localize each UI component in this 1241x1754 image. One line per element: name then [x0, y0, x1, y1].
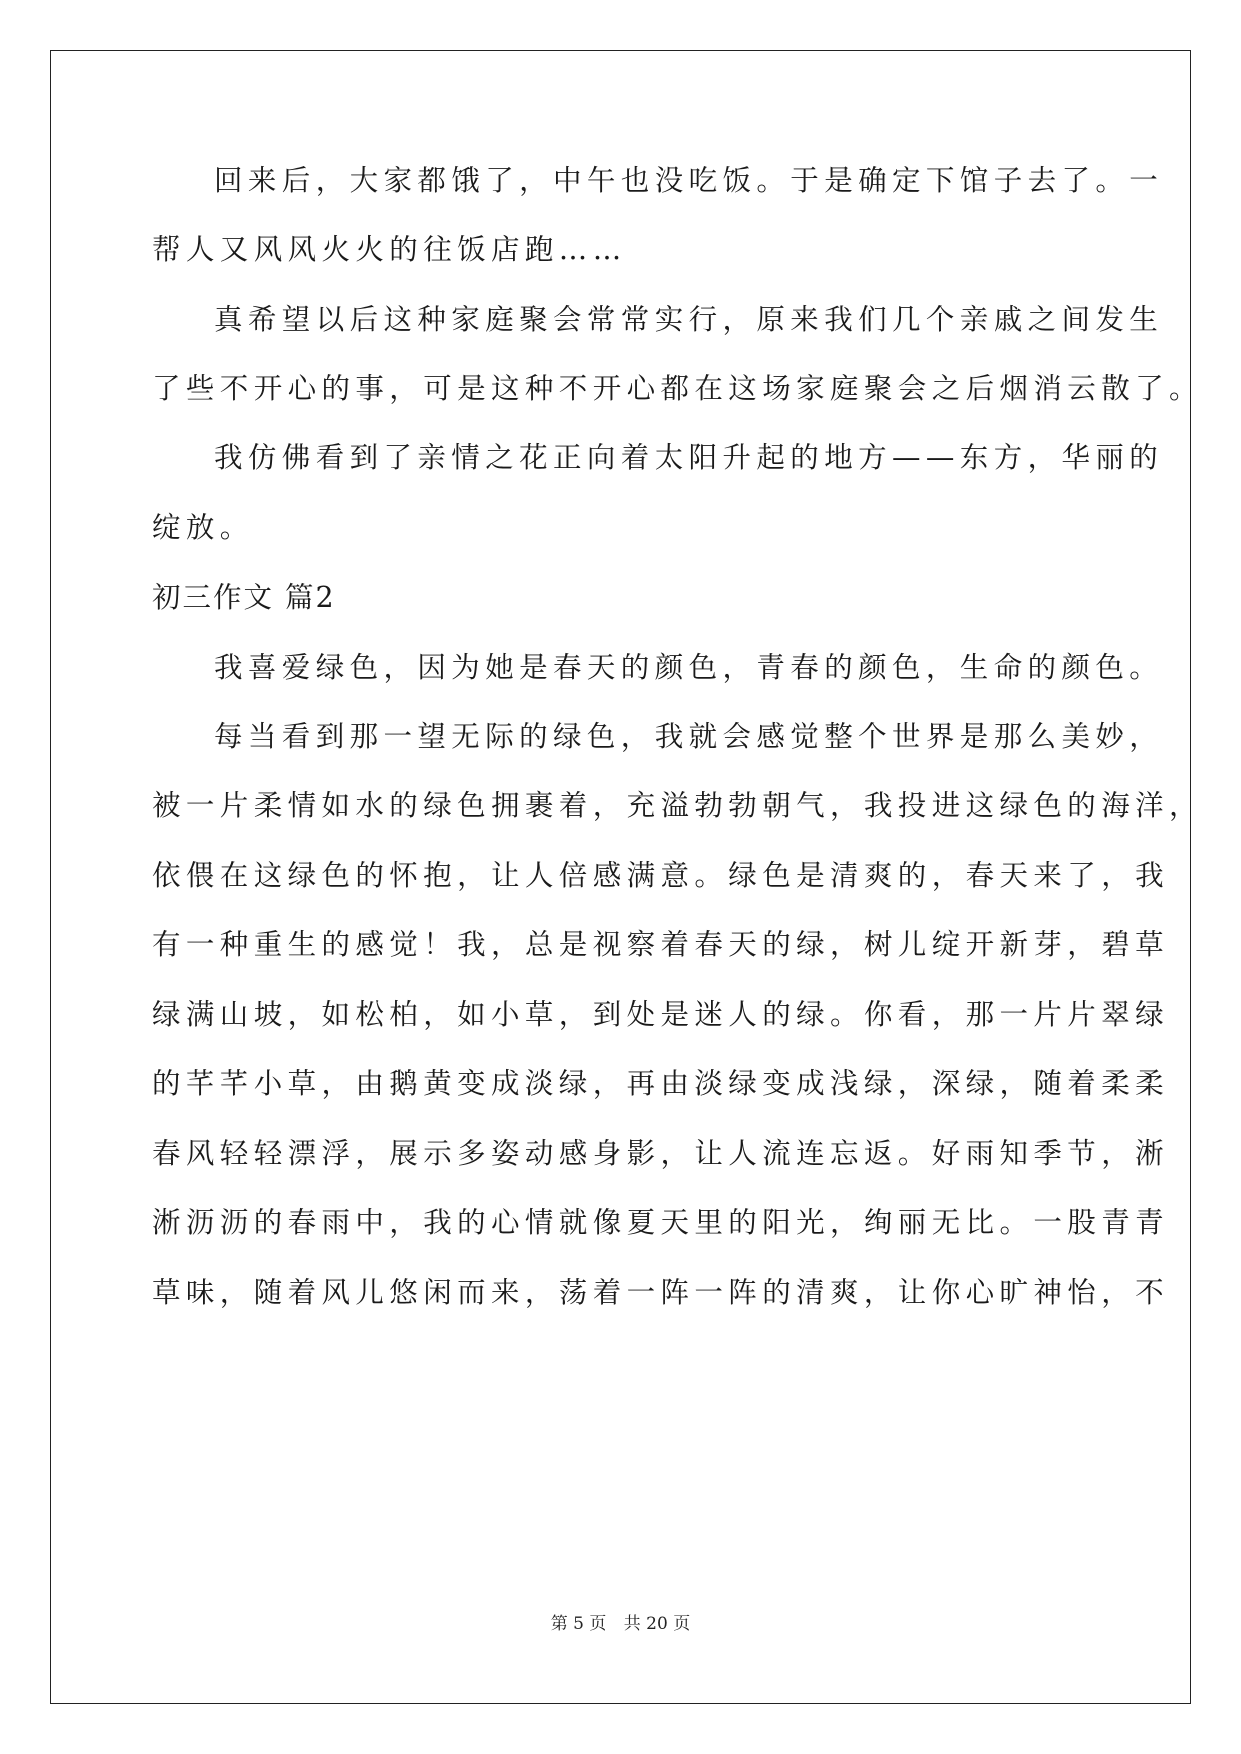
- section-heading: 初三作文 篇2: [152, 581, 336, 614]
- paragraph-line: 我喜爱绿色，因为她是春天的颜色，青春的颜色，生命的颜色。: [214, 651, 1164, 684]
- paragraph-line: 真希望以后这种家庭聚会常常实行，原来我们几个亲戚之间发生: [214, 303, 1164, 336]
- paragraph-line: 的芊芊小草，由鹅黄变成淡绿，再由淡绿变成浅绿，深绿，随着柔柔: [152, 1067, 1170, 1100]
- paragraph-line: 每当看到那一望无际的绿色，我就会感觉整个世界是那么美妙，: [214, 720, 1164, 753]
- paragraph-line: 我仿佛看到了亲情之花正向着太阳升起的地方——东方，华丽的: [214, 441, 1164, 474]
- page-number: 第 5 页: [550, 1614, 607, 1634]
- paragraph-line: 春风轻轻漂浮，展示多姿动感身影，让人流连忘返。好雨知季节，淅: [152, 1137, 1170, 1170]
- paragraph-line: 绽放。: [152, 511, 254, 544]
- paragraph-line: 帮人又风风火火的往饭店跑……: [152, 233, 627, 266]
- paragraph-line: 依偎在这绿色的怀抱，让人倍感满意。绿色是清爽的，春天来了，我: [152, 859, 1170, 892]
- paragraph-line: 草味，随着风儿悠闲而来，荡着一阵一阵的清爽，让你心旷神怡，不: [152, 1276, 1170, 1309]
- paragraph-line: 有一种重生的感觉！我，总是视察着春天的绿，树儿绽开新芽，碧草: [152, 928, 1170, 961]
- paragraph-line: 绿满山坡，如松柏，如小草，到处是迷人的绿。你看，那一片片翠绿: [152, 998, 1170, 1031]
- paragraph-line: 回来后，大家都饿了，中午也没吃饭。于是确定下馆子去了。一: [214, 164, 1164, 197]
- page-footer: [0, 1609, 1241, 1634]
- paragraph-line: 了些不开心的事，可是这种不开心都在这场家庭聚会之后烟消云散了。: [152, 372, 1203, 405]
- paragraph-line: 淅沥沥的春雨中，我的心情就像夏天里的阳光，绚丽无比。一股青青: [152, 1206, 1170, 1239]
- paragraph-line: 被一片柔情如水的绿色拥裹着，充溢勃勃朝气，我投进这绿色的海洋，: [152, 789, 1203, 822]
- page-total: 共 20 页: [623, 1614, 691, 1634]
